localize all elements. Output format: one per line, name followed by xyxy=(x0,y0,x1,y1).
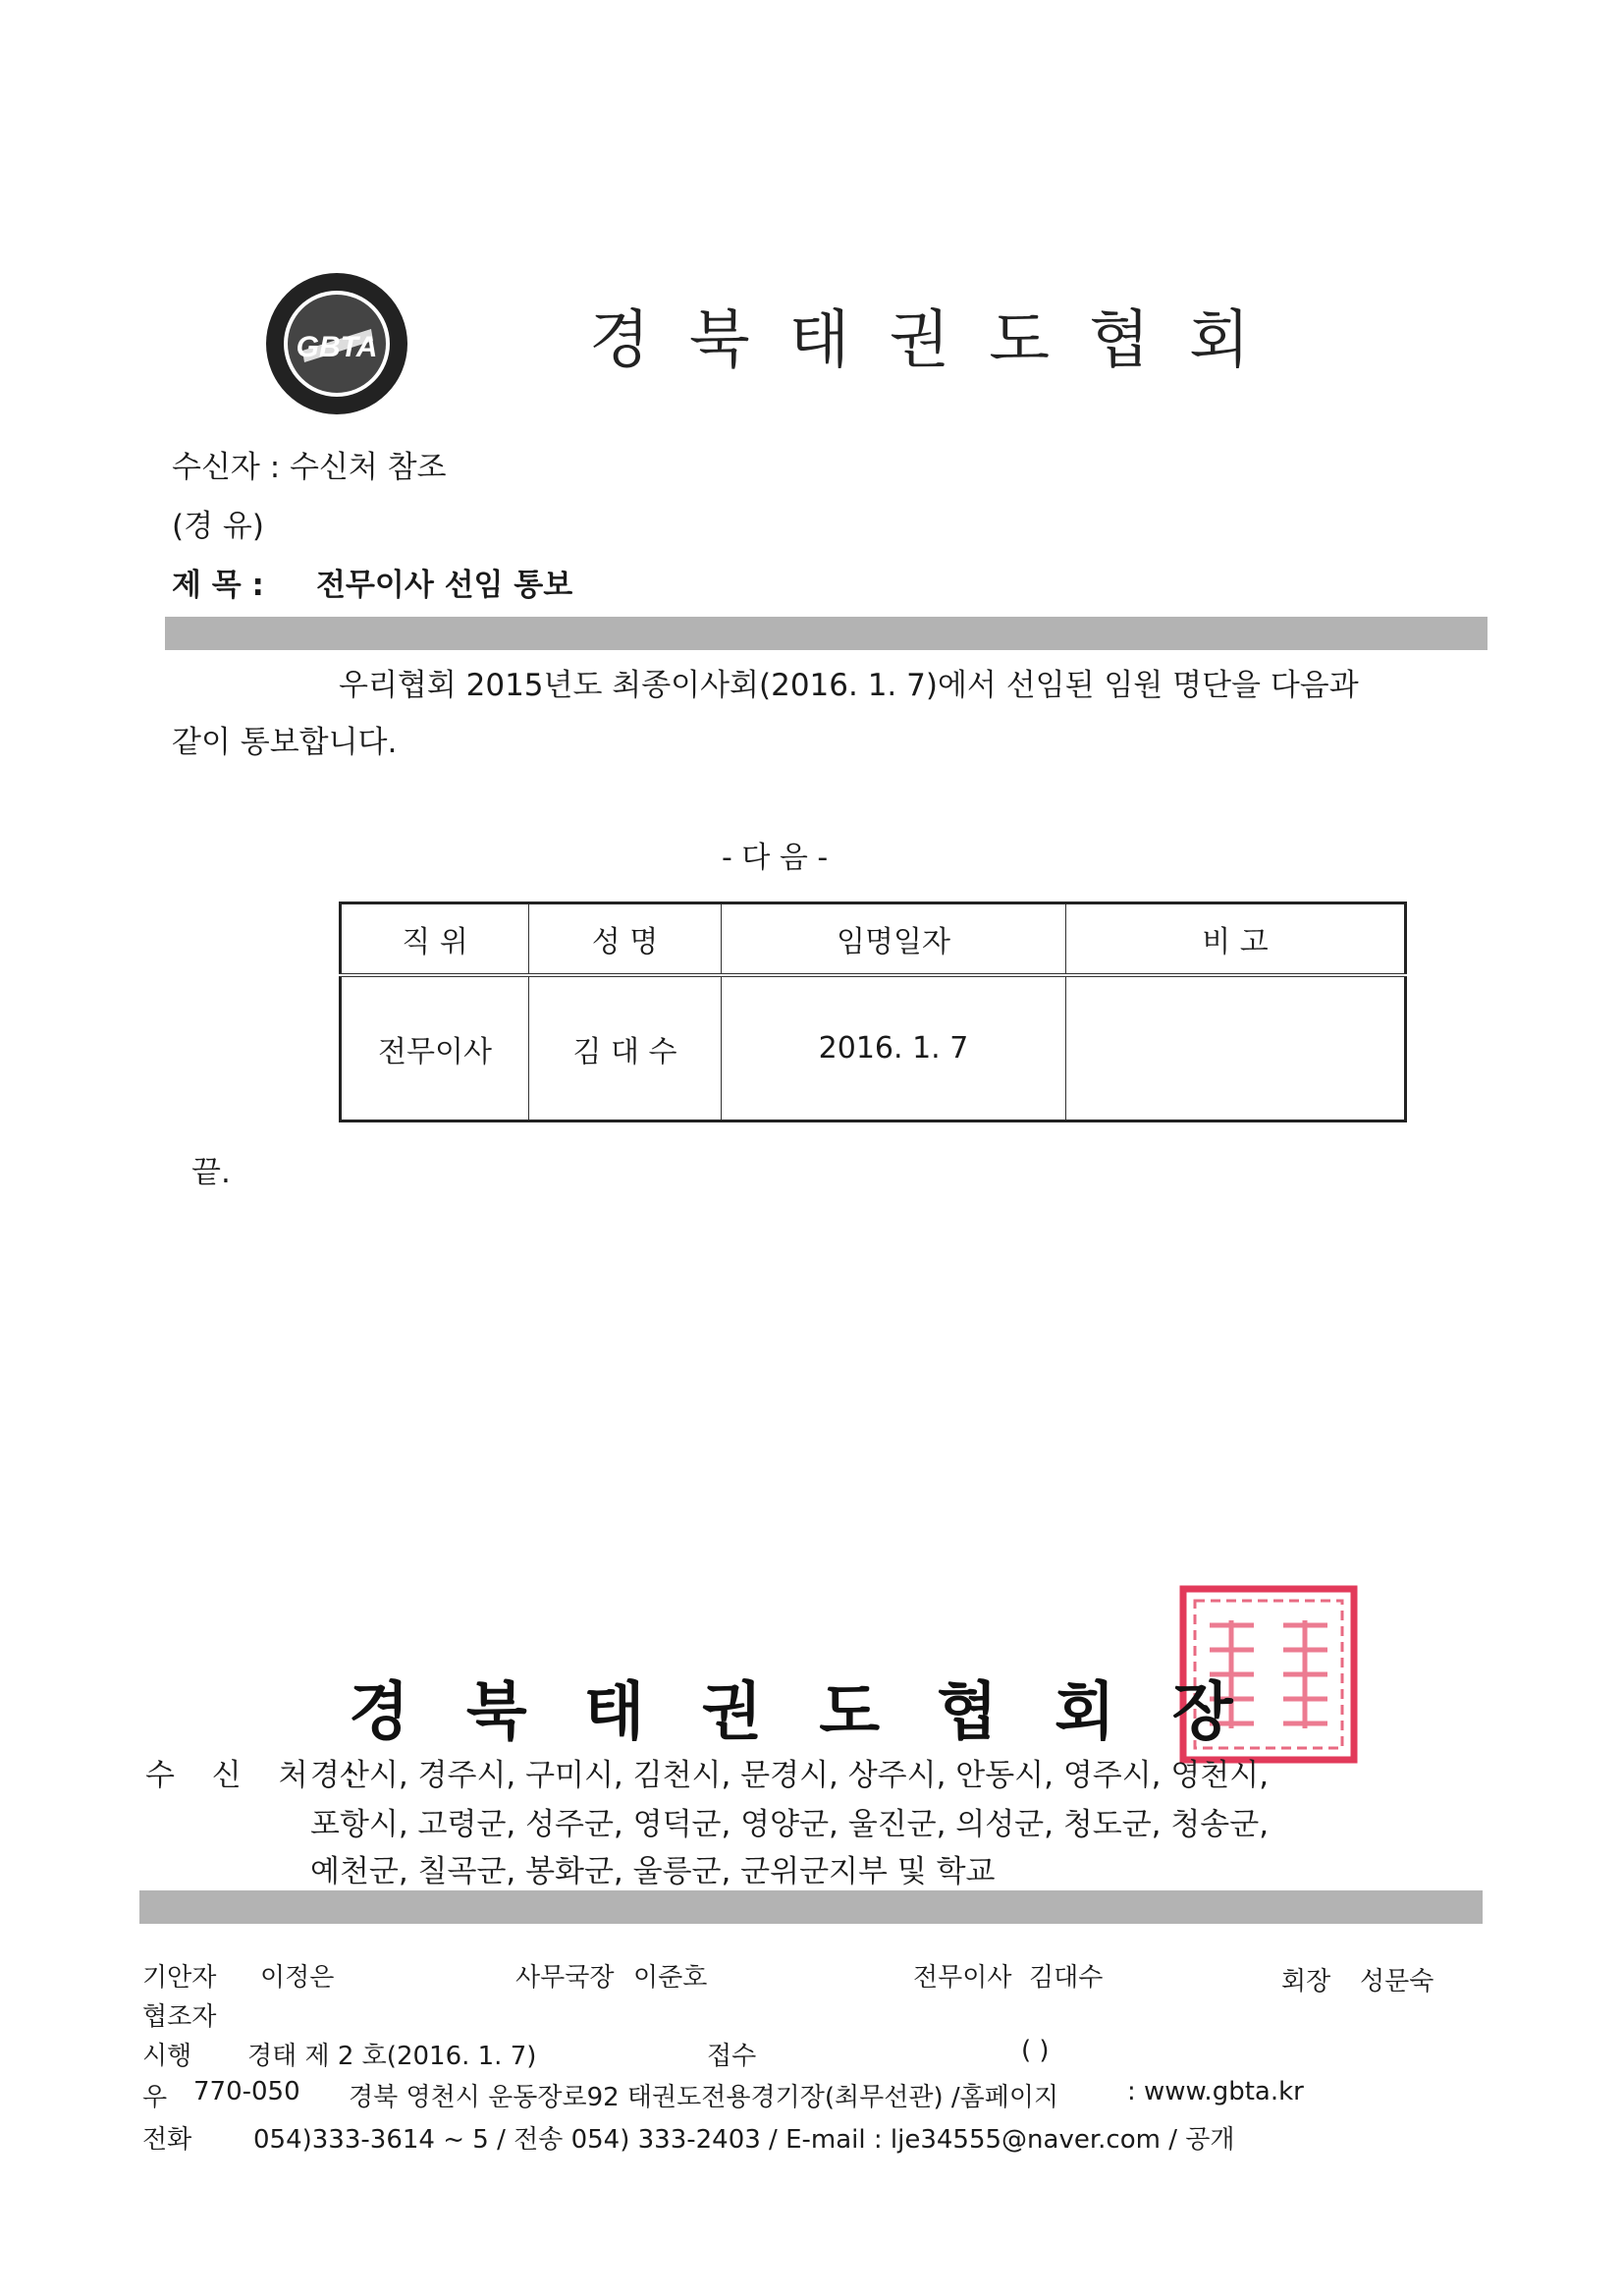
footer-separator-bar xyxy=(139,1890,1483,1924)
homepage-link[interactable]: : www.gbta.kr xyxy=(1127,2077,1304,2106)
president-name: 성문숙 xyxy=(1360,1967,1434,1996)
recipients-label: 수 신 처 : xyxy=(145,1758,369,1793)
table-cell: 2016. 1. 7 xyxy=(722,975,1066,1121)
appointment-table xyxy=(339,902,1407,1122)
table-row xyxy=(341,975,1406,1121)
recipients-line-2: 포항시, 고령군, 성주군, 영덕군, 영양군, 울진군, 의성군, 청도군, 청송군, xyxy=(310,1807,1270,1842)
president-label: 회장 xyxy=(1281,1967,1331,1996)
table-cell xyxy=(1066,975,1406,1121)
table-header-cell: 성 명 xyxy=(529,903,722,976)
cooperator-label: 협조자 xyxy=(142,2002,217,2032)
recipient-line: 수신자 : 수신처 참조 xyxy=(172,450,447,485)
address: 경북 영천시 운동장로92 태권도전용경기장(최무선관) /홈페이지 xyxy=(349,2083,1059,2112)
logo-text: GBTA xyxy=(296,331,378,363)
secretary-label: 사무국장 xyxy=(515,1963,615,1993)
table-header-cell: 비 고 xyxy=(1066,903,1406,976)
body-line-1: 우리협회 2015년도 최종이사회(2016. 1. 7)에서 선임된 임원 명단을 다음과 xyxy=(339,668,1359,703)
enforce-label: 시행 xyxy=(142,2042,192,2071)
table-header-cell: 직 위 xyxy=(341,903,529,976)
table-header-row xyxy=(341,903,1406,976)
phone-label: 전화 xyxy=(142,2125,192,2155)
signature-title: 경북태권도협회장 xyxy=(349,1676,1290,1749)
director-name: 김대수 xyxy=(1029,1963,1104,1993)
gbta-logo xyxy=(263,270,410,417)
director-label: 전무이사 xyxy=(913,1963,1012,1993)
body-line-2: 같이 통보합니다. xyxy=(172,725,398,760)
table-cell: 전무이사 xyxy=(341,975,529,1121)
secretary-name: 이준호 xyxy=(633,1963,708,1993)
subject-text: 전무이사 선임 통보 xyxy=(316,568,573,603)
table-cell: 김 대 수 xyxy=(529,975,722,1121)
postal-label: 우 xyxy=(142,2083,168,2112)
recipients-line-3: 예천군, 칠곡군, 봉화군, 울릉군, 군위군지부 및 학교 xyxy=(310,1854,996,1889)
drafter-name: 이정은 xyxy=(260,1963,335,1993)
via-line: (경 유) xyxy=(172,509,264,544)
enforce-number: 경태 제 2 호(2016. 1. 7) xyxy=(247,2042,537,2071)
recipients-line-1: 경산시, 경주시, 구미시, 김천시, 문경시, 상주시, 안동시, 영주시, 영천시, xyxy=(310,1758,1270,1793)
receipt-value: ( ) xyxy=(1021,2036,1050,2065)
table-header-cell: 임명일자 xyxy=(722,903,1066,976)
separator-bar xyxy=(165,617,1488,650)
gbta-emblem-icon xyxy=(263,270,410,417)
end-mark: 끝. xyxy=(191,1155,231,1190)
postal-code: 770-050 xyxy=(193,2077,300,2106)
following-heading: - 다 음 - xyxy=(722,841,829,875)
receipt-label: 접수 xyxy=(707,2042,757,2071)
drafter-label: 기안자 xyxy=(142,1963,217,1993)
org-title: 경북태권도협회 xyxy=(589,304,1289,377)
subject-label: 제 목 : xyxy=(172,568,264,603)
contact-line: 054)333-3614 ~ 5 / 전송 054) 333-2403 / E-mail : lje34555@naver.com / 공개 xyxy=(253,2125,1235,2155)
